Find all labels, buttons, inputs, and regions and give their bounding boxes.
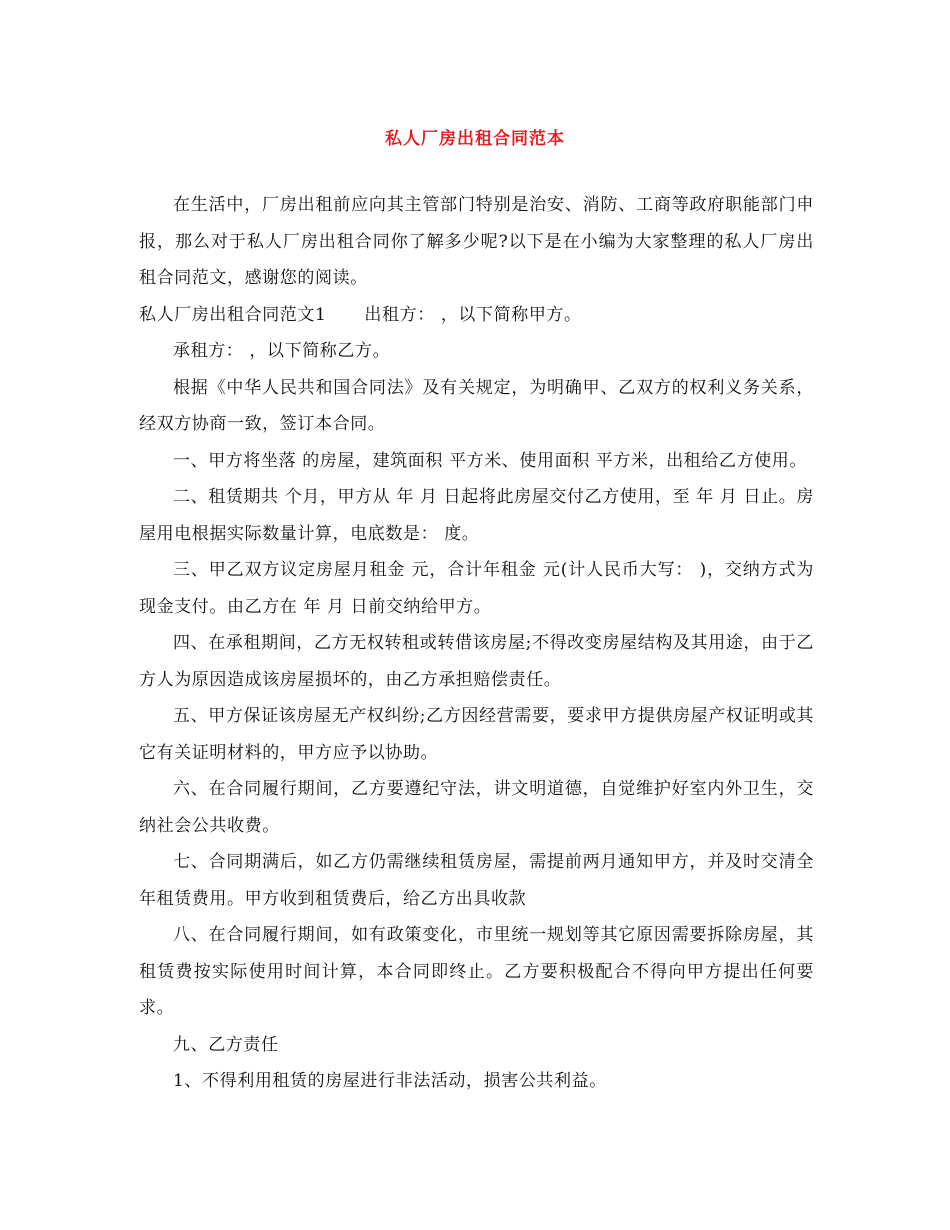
clause-7: 七、合同期满后，如乙方仍需继续租赁房屋，需提前两月通知甲方，并及时交清全年租赁费用。甲方收到租赁费后，给乙方出具收款 <box>139 852 814 909</box>
clause-3: 三、甲乙双方议定房屋月租金 元，合计年租金 元(计人民币大写： )，交纳方式为现金支付。由乙方在 年 月 日前交纳给甲方。 <box>139 560 814 617</box>
lessor-line: 出租方： ，以下简称甲方。 <box>364 304 582 325</box>
sample-heading: 私人厂房出租合同范文1 <box>139 304 327 325</box>
lessee-line: 承租方： ，以下简称乙方。 <box>173 341 391 361</box>
clause-4: 四、在承租期间，乙方无权转租或转借该房屋;不得改变房屋结构及其用途，由于乙方人为原因造成该房屋损坏的，由乙方承担赔偿责任。 <box>139 633 814 690</box>
clause-8: 八、在合同履行期间，如有政策变化，市里统一规划等其它原因需要拆除房屋，其租赁费按实际使用时间计算，本合同即终止。乙方要积极配合不得向甲方提出任何要求。 <box>139 925 814 1018</box>
sample-heading-line <box>139 297 814 334</box>
basis-paragraph: 根据《中华人民共和国合同法》及有关规定，为明确甲、乙双方的权利义务关系，经双方协商一致，签订本合同。 <box>139 377 814 434</box>
intro-paragraph: 在生活中，厂房出租前应向其主管部门特别是治安、消防、工商等政府职能部门申报，那么对于私人厂房出租合同你了解多少呢?以下是在小编为大家整理的私人厂房出租合同范文，感谢您的阅读。 <box>139 195 814 288</box>
clause-9: 九、乙方责任 <box>173 1034 279 1055</box>
document-title: 私人厂房出租合同范本 <box>385 129 565 149</box>
clause-6: 六、在合同履行期间，乙方要遵纪守法，讲文明道德，自觉维护好室内外卫生，交纳社会公共收费。 <box>139 779 814 836</box>
clause-1: 一、甲方将坐落 的房屋，建筑面积 平方米、使用面积 平方米，出租给乙方使用。 <box>173 450 808 471</box>
clause-2: 二、租赁期共 个月，甲方从 年 月 日起将此房屋交付乙方使用，至 年 月 日止。房屋用电根据实际数量计算，电底数是： 度。 <box>139 487 814 544</box>
clause-5: 五、甲方保证该房屋无产权纠纷;乙方因经营需要，要求甲方提供房屋产权证明或其它有关证明材料的，甲方应予以协助。 <box>139 706 814 763</box>
clause-9-item-1: 1、不得利用租赁的房屋进行非法活动，损害公共利益。 <box>173 1071 607 1091</box>
document-body <box>139 187 814 1100</box>
